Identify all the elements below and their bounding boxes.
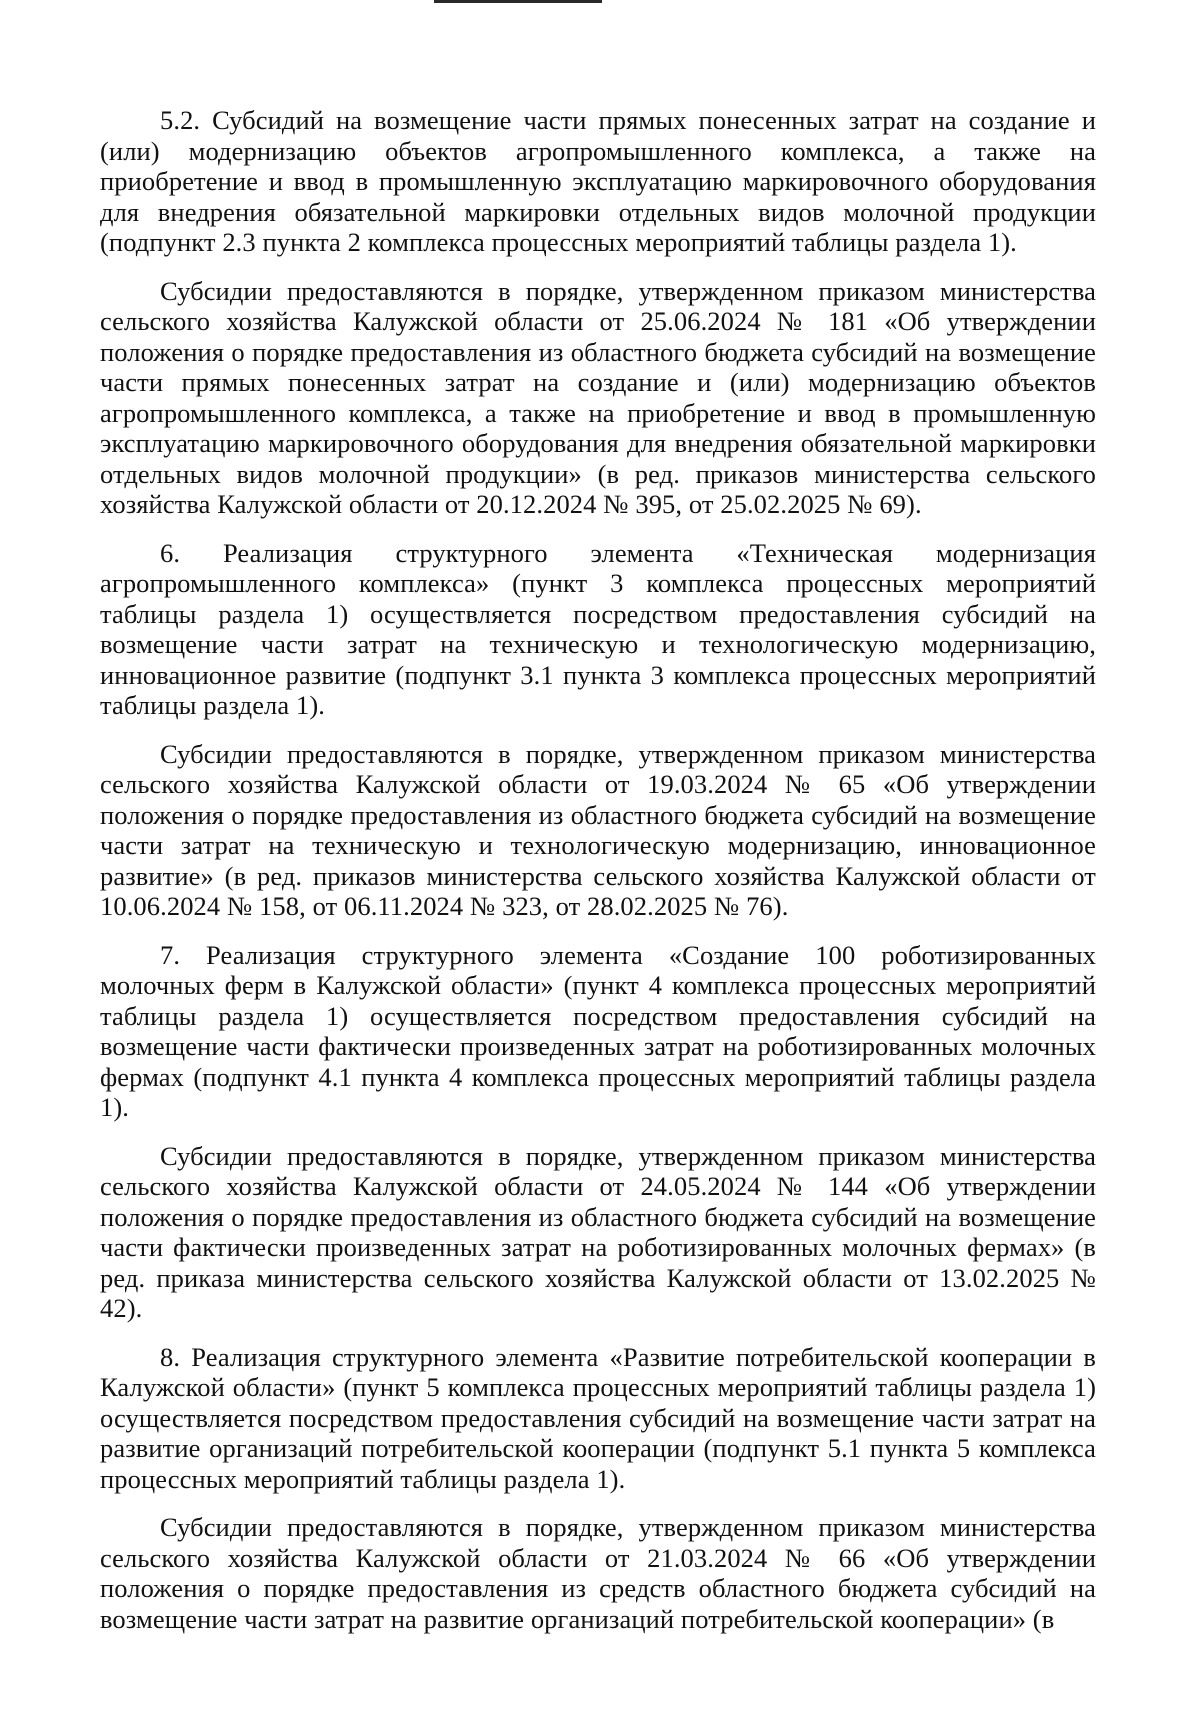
paragraph-7: 7. Реализация структурного элемента «Создание 100 роботизированных молочных ферм в Калужской области» (пункт 4 комплекса процессных мероприятий таблицы раздела 1) осуществляется посредством предоставления субсидий на возмещение части фактически произведенных затрат на роботизированных молочных фермах (подпункт 4.1 пункта 4 комплекса процессных мероприятий таблицы раздела 1). — [100, 939, 1096, 1122]
document-body — [100, 105, 1096, 1652]
page-top-rule — [434, 0, 602, 3]
paragraph-5-2: 5.2. Субсидий на возмещение части прямых понесенных затрат на создание и (или) модернизацию объектов агропромышленного комплекса, а также на приобретение и ввод в промышленную эксплуатацию маркировочного оборудования для внедрения обязательной маркировки отдельных видов молочной продукции (подпункт 2.3 пункта 2 комплекса процессных мероприятий таблицы раздела 1). — [100, 105, 1096, 257]
paragraph-7-order: Субсидии предоставляются в порядке, утвержденном приказом министерства сельского хозяйства Калужской области от 24.05.2024 № 144 «Об утверждении положения о порядке предоставления из областного бюджета субсидий на возмещение части фактически произведенных затрат на роботизированных молочных фермах» (в ред. приказа министерства сельского хозяйства Калужской области от 13.02.2025 № 42). — [100, 1140, 1096, 1323]
paragraph-8-order: Субсидии предоставляются в порядке, утвержденном приказом министерства сельского хозяйства Калужской области от 21.03.2024 № 66 «Об утверждении положения о порядке предоставления из средств областного бюджета субсидий на возмещение части затрат на развитие организаций потребительской кооперации» (в — [100, 1512, 1096, 1634]
paragraph-5-2-order: Субсидии предоставляются в порядке, утвержденном приказом министерства сельского хозяйства Калужской области от 25.06.2024 № 181 «Об утверждении положения о порядке предоставления из областного бюджета субсидий на возмещение части прямых понесенных затрат на создание и (или) модернизацию объектов агропромышленного комплекса, а также на приобретение и ввод в промышленную эксплуатацию маркировочного оборудования для внедрения обязательной маркировки отдельных видов молочной продукции» (в ред. приказов министерства сельского хозяйства Калужской области от 20.12.2024 № 395, от 25.02.2025 № 69). — [100, 275, 1096, 519]
paragraph-6-order: Субсидии предоставляются в порядке, утвержденном приказом министерства сельского хозяйства Калужской области от 19.03.2024 № 65 «Об утверждении положения о порядке предоставления из областного бюджета субсидий на возмещение части затрат на техническую и технологическую модернизацию, инновационное развитие» (в ред. приказов министерства сельского хозяйства Калужской области от 10.06.2024 № 158, от 06.11.2024 № 323, от 28.02.2025 № 76). — [100, 738, 1096, 921]
paragraph-8: 8. Реализация структурного элемента «Развитие потребительской кооперации в Калужской области» (пункт 5 комплекса процессных мероприятий таблицы раздела 1) осуществляется посредством предоставления субсидий на возмещение части затрат на развитие организаций потребительской кооперации (подпункт 5.1 пункта 5 комплекса процессных мероприятий таблицы раздела 1). — [100, 1341, 1096, 1494]
paragraph-6: 6. Реализация структурного элемента «Техническая модернизация агропромышленного комплекса» (пункт 3 комплекса процессных мероприятий таблицы раздела 1) осуществляется посредством предоставления субсидий на возмещение части затрат на техническую и технологическую модернизацию, инновационное развитие (подпункт 3.1 пункта 3 комплекса процессных мероприятий таблицы раздела 1). — [100, 537, 1096, 720]
